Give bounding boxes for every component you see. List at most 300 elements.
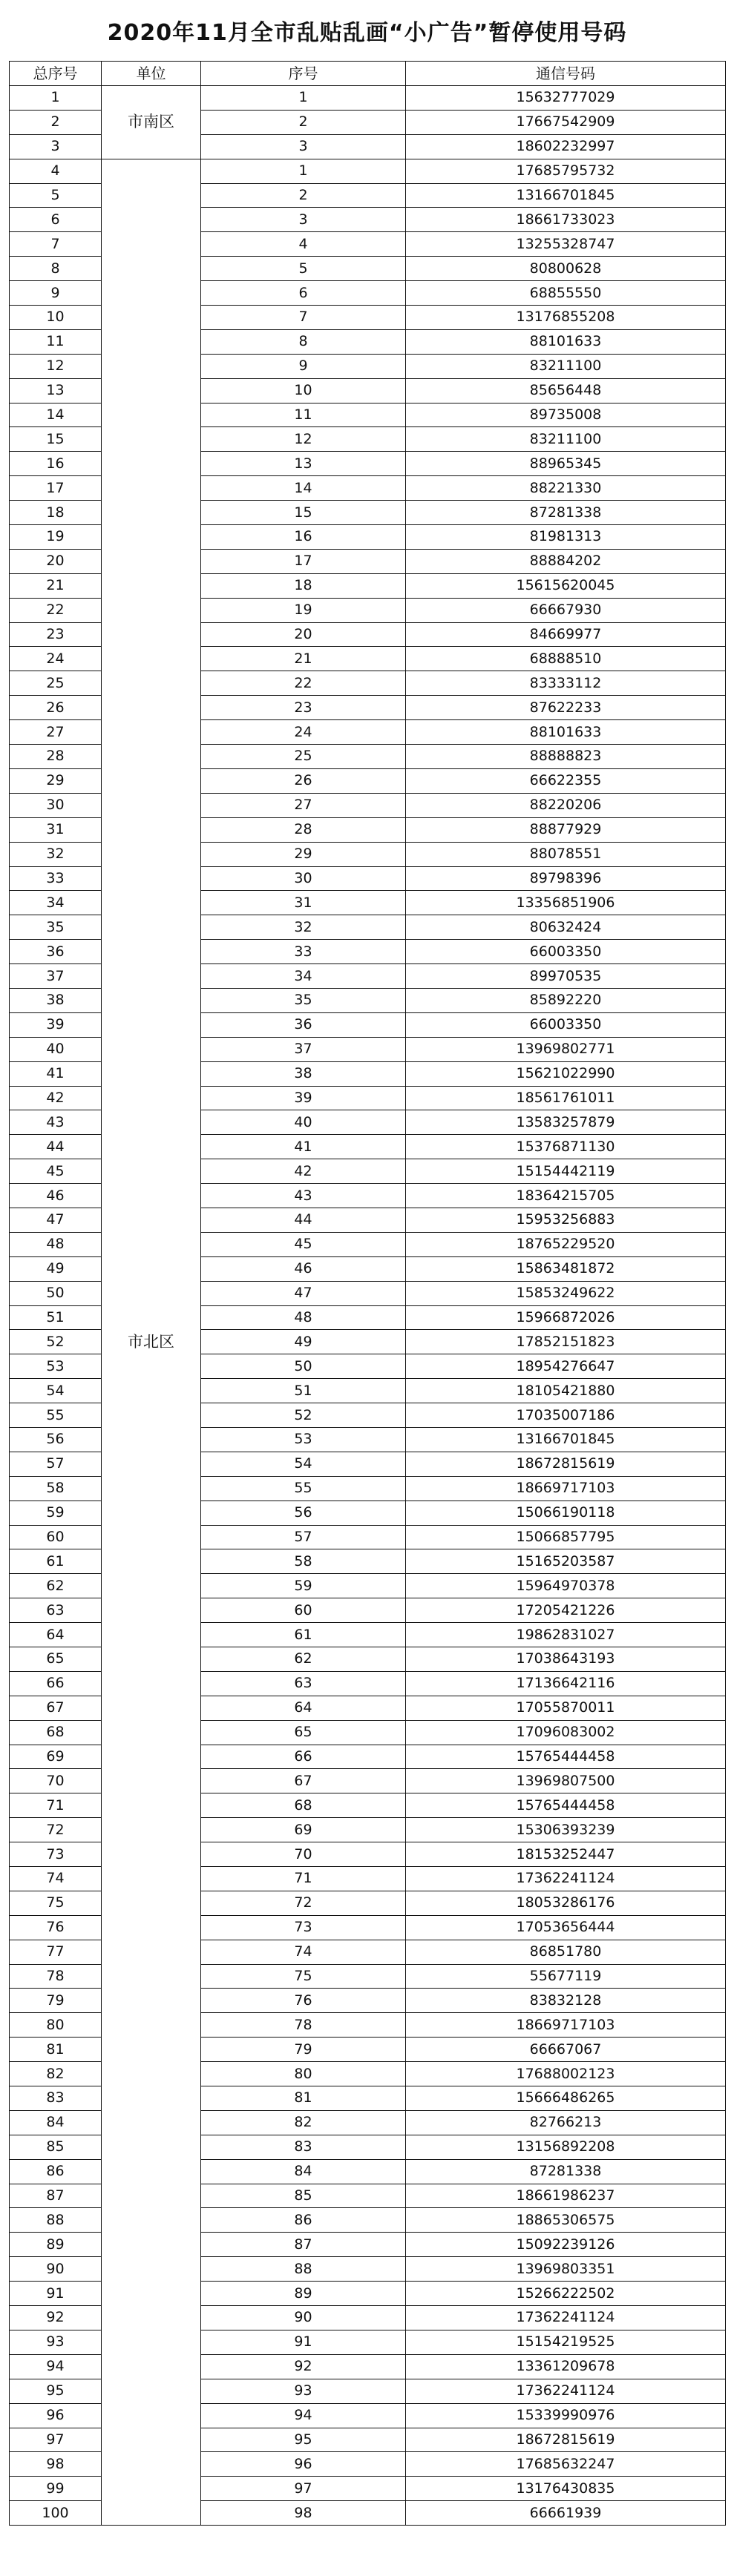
cell-index: 58 bbox=[201, 1549, 406, 1574]
cell-index: 83 bbox=[201, 2135, 406, 2159]
cell-index: 8 bbox=[201, 329, 406, 354]
cell-index: 34 bbox=[201, 964, 406, 989]
cell-total-index: 85 bbox=[10, 2135, 102, 2159]
cell-total-index: 21 bbox=[10, 573, 102, 598]
cell-total-index: 64 bbox=[10, 1623, 102, 1647]
cell-total-index: 22 bbox=[10, 598, 102, 622]
cell-phone-number: 66003350 bbox=[406, 940, 726, 964]
cell-total-index: 68 bbox=[10, 1720, 102, 1745]
cell-total-index: 53 bbox=[10, 1354, 102, 1379]
cell-phone-number: 83832128 bbox=[406, 1989, 726, 2013]
cell-index: 89 bbox=[201, 2282, 406, 2306]
cell-index: 25 bbox=[201, 745, 406, 769]
cell-phone-number: 13255328747 bbox=[406, 232, 726, 257]
cell-total-index: 15 bbox=[10, 427, 102, 452]
cell-total-index: 60 bbox=[10, 1525, 102, 1549]
cell-total-index: 71 bbox=[10, 1793, 102, 1818]
cell-total-index: 51 bbox=[10, 1305, 102, 1330]
phone-number-table bbox=[9, 61, 726, 2526]
cell-phone-number: 15615620045 bbox=[406, 573, 726, 598]
cell-total-index: 27 bbox=[10, 720, 102, 745]
cell-index: 61 bbox=[201, 1623, 406, 1647]
cell-total-index: 41 bbox=[10, 1061, 102, 1086]
cell-phone-number: 89735008 bbox=[406, 403, 726, 427]
cell-phone-number: 55677119 bbox=[406, 1964, 726, 1989]
cell-total-index: 87 bbox=[10, 2184, 102, 2208]
cell-phone-number: 13361209678 bbox=[406, 2354, 726, 2379]
cell-total-index: 99 bbox=[10, 2477, 102, 2501]
cell-phone-number: 15666486265 bbox=[406, 2086, 726, 2111]
cell-phone-number: 15953256883 bbox=[406, 1208, 726, 1232]
cell-phone-number: 66661939 bbox=[406, 2501, 726, 2526]
cell-total-index: 93 bbox=[10, 2330, 102, 2354]
cell-index: 46 bbox=[201, 1256, 406, 1281]
cell-total-index: 7 bbox=[10, 232, 102, 257]
cell-phone-number: 15966872026 bbox=[406, 1305, 726, 1330]
cell-total-index: 6 bbox=[10, 208, 102, 232]
cell-phone-number: 87281338 bbox=[406, 2159, 726, 2184]
cell-index: 71 bbox=[201, 1867, 406, 1891]
cell-phone-number: 13583257879 bbox=[406, 1110, 726, 1135]
cell-phone-number: 13176855208 bbox=[406, 306, 726, 330]
page-title: 2020年11月全市乱贴乱画“小广告”暂停使用号码 bbox=[107, 20, 627, 46]
cell-phone-number: 18954276647 bbox=[406, 1354, 726, 1379]
cell-phone-number: 87622233 bbox=[406, 696, 726, 720]
cell-total-index: 67 bbox=[10, 1696, 102, 1720]
cell-total-index: 35 bbox=[10, 915, 102, 940]
cell-phone-number: 89798396 bbox=[406, 866, 726, 891]
cell-phone-number: 87281338 bbox=[406, 501, 726, 525]
cell-phone-number: 15066857795 bbox=[406, 1525, 726, 1549]
cell-index: 53 bbox=[201, 1427, 406, 1452]
header-unit: 单位 bbox=[102, 62, 201, 86]
cell-index: 5 bbox=[201, 257, 406, 281]
cell-phone-number: 15306393239 bbox=[406, 1818, 726, 1842]
cell-index: 63 bbox=[201, 1671, 406, 1696]
cell-phone-number: 18865306575 bbox=[406, 2208, 726, 2233]
cell-total-index: 25 bbox=[10, 671, 102, 696]
cell-total-index: 31 bbox=[10, 817, 102, 842]
cell-total-index: 9 bbox=[10, 281, 102, 306]
cell-index: 3 bbox=[201, 134, 406, 159]
cell-total-index: 61 bbox=[10, 1549, 102, 1574]
cell-index: 12 bbox=[201, 427, 406, 452]
cell-index: 1 bbox=[201, 159, 406, 183]
cell-index: 7 bbox=[201, 306, 406, 330]
cell-phone-number: 18672815619 bbox=[406, 2428, 726, 2452]
cell-total-index: 49 bbox=[10, 1256, 102, 1281]
cell-index: 72 bbox=[201, 1891, 406, 1915]
cell-index: 44 bbox=[201, 1208, 406, 1232]
cell-index: 14 bbox=[201, 476, 406, 501]
cell-index: 80 bbox=[201, 2062, 406, 2086]
cell-index: 79 bbox=[201, 2038, 406, 2062]
cell-total-index: 54 bbox=[10, 1379, 102, 1403]
cell-total-index: 63 bbox=[10, 1598, 102, 1623]
cell-phone-number: 89970535 bbox=[406, 964, 726, 989]
cell-index: 85 bbox=[201, 2184, 406, 2208]
cell-index: 33 bbox=[201, 940, 406, 964]
cell-index: 50 bbox=[201, 1354, 406, 1379]
cell-phone-number: 18669717103 bbox=[406, 2013, 726, 2038]
cell-phone-number: 88101633 bbox=[406, 329, 726, 354]
cell-total-index: 38 bbox=[10, 988, 102, 1012]
cell-index: 52 bbox=[201, 1403, 406, 1428]
cell-phone-number: 80632424 bbox=[406, 915, 726, 940]
cell-phone-number: 17053656444 bbox=[406, 1915, 726, 1940]
cell-total-index: 1 bbox=[10, 86, 102, 111]
cell-phone-number: 15765444458 bbox=[406, 1745, 726, 1769]
cell-index: 68 bbox=[201, 1793, 406, 1818]
cell-phone-number: 18153252447 bbox=[406, 1842, 726, 1867]
cell-index: 96 bbox=[201, 2452, 406, 2477]
cell-total-index: 30 bbox=[10, 793, 102, 817]
cell-phone-number: 18105421880 bbox=[406, 1379, 726, 1403]
cell-phone-number: 15853249622 bbox=[406, 1281, 726, 1305]
cell-total-index: 33 bbox=[10, 866, 102, 891]
cell-index: 94 bbox=[201, 2403, 406, 2428]
cell-index: 60 bbox=[201, 1598, 406, 1623]
cell-phone-number: 18661733023 bbox=[406, 208, 726, 232]
cell-index: 9 bbox=[201, 354, 406, 378]
cell-index: 39 bbox=[201, 1086, 406, 1110]
cell-total-index: 88 bbox=[10, 2208, 102, 2233]
cell-index: 32 bbox=[201, 915, 406, 940]
cell-total-index: 98 bbox=[10, 2452, 102, 2477]
cell-total-index: 26 bbox=[10, 696, 102, 720]
cell-total-index: 59 bbox=[10, 1501, 102, 1525]
cell-phone-number: 17136642116 bbox=[406, 1671, 726, 1696]
cell-total-index: 40 bbox=[10, 1037, 102, 1061]
cell-index: 47 bbox=[201, 1281, 406, 1305]
cell-index: 2 bbox=[201, 183, 406, 208]
cell-index: 43 bbox=[201, 1184, 406, 1208]
cell-index: 74 bbox=[201, 1940, 406, 1964]
cell-total-index: 89 bbox=[10, 2233, 102, 2257]
cell-total-index: 65 bbox=[10, 1647, 102, 1672]
cell-total-index: 73 bbox=[10, 1842, 102, 1867]
cell-phone-number: 83333112 bbox=[406, 671, 726, 696]
cell-phone-number: 13156892208 bbox=[406, 2135, 726, 2159]
cell-phone-number: 88101633 bbox=[406, 720, 726, 745]
cell-total-index: 12 bbox=[10, 354, 102, 378]
cell-total-index: 70 bbox=[10, 1769, 102, 1793]
cell-phone-number: 15165203587 bbox=[406, 1549, 726, 1574]
cell-total-index: 3 bbox=[10, 134, 102, 159]
cell-phone-number: 88884202 bbox=[406, 549, 726, 573]
cell-phone-number: 85892220 bbox=[406, 988, 726, 1012]
cell-index: 18 bbox=[201, 573, 406, 598]
cell-phone-number: 17685632247 bbox=[406, 2452, 726, 2477]
cell-total-index: 74 bbox=[10, 1867, 102, 1891]
cell-total-index: 62 bbox=[10, 1574, 102, 1598]
cell-index: 16 bbox=[201, 525, 406, 550]
cell-phone-number: 13356851906 bbox=[406, 891, 726, 915]
cell-index: 4 bbox=[201, 232, 406, 257]
header-total-index: 总序号 bbox=[10, 62, 102, 86]
cell-phone-number: 88221330 bbox=[406, 476, 726, 501]
table-row bbox=[10, 159, 726, 183]
cell-phone-number: 17852151823 bbox=[406, 1330, 726, 1354]
cell-index: 29 bbox=[201, 842, 406, 866]
cell-phone-number: 18661986237 bbox=[406, 2184, 726, 2208]
cell-total-index: 72 bbox=[10, 1818, 102, 1842]
cell-phone-number: 17035007186 bbox=[406, 1403, 726, 1428]
cell-unit: 市南区 bbox=[102, 86, 201, 159]
cell-total-index: 90 bbox=[10, 2257, 102, 2282]
cell-phone-number: 88220206 bbox=[406, 793, 726, 817]
cell-index: 78 bbox=[201, 2013, 406, 2038]
cell-total-index: 42 bbox=[10, 1086, 102, 1110]
cell-index: 48 bbox=[201, 1305, 406, 1330]
cell-total-index: 77 bbox=[10, 1940, 102, 1964]
cell-total-index: 10 bbox=[10, 306, 102, 330]
cell-total-index: 17 bbox=[10, 476, 102, 501]
cell-total-index: 36 bbox=[10, 940, 102, 964]
cell-index: 90 bbox=[201, 2306, 406, 2330]
cell-phone-number: 17362241124 bbox=[406, 2306, 726, 2330]
cell-phone-number: 18053286176 bbox=[406, 1891, 726, 1915]
cell-phone-number: 85656448 bbox=[406, 378, 726, 403]
cell-phone-number: 17362241124 bbox=[406, 2379, 726, 2403]
cell-phone-number: 15863481872 bbox=[406, 1256, 726, 1281]
cell-index: 20 bbox=[201, 622, 406, 647]
cell-unit: 市北区 bbox=[102, 159, 201, 2525]
cell-index: 86 bbox=[201, 2208, 406, 2233]
cell-index: 87 bbox=[201, 2233, 406, 2257]
cell-total-index: 81 bbox=[10, 2038, 102, 2062]
cell-total-index: 57 bbox=[10, 1452, 102, 1476]
cell-phone-number: 13969802771 bbox=[406, 1037, 726, 1061]
cell-phone-number: 88965345 bbox=[406, 452, 726, 476]
cell-total-index: 97 bbox=[10, 2428, 102, 2452]
cell-index: 54 bbox=[201, 1452, 406, 1476]
cell-phone-number: 88877929 bbox=[406, 817, 726, 842]
cell-phone-number: 15765444458 bbox=[406, 1793, 726, 1818]
cell-index: 98 bbox=[201, 2501, 406, 2526]
cell-phone-number: 15066190118 bbox=[406, 1501, 726, 1525]
cell-phone-number: 17096083002 bbox=[406, 1720, 726, 1745]
cell-index: 81 bbox=[201, 2086, 406, 2111]
cell-index: 70 bbox=[201, 1842, 406, 1867]
cell-total-index: 28 bbox=[10, 745, 102, 769]
cell-index: 19 bbox=[201, 598, 406, 622]
cell-index: 22 bbox=[201, 671, 406, 696]
cell-index: 27 bbox=[201, 793, 406, 817]
cell-total-index: 29 bbox=[10, 768, 102, 793]
header-phone-number: 通信号码 bbox=[406, 62, 726, 86]
cell-phone-number: 68888510 bbox=[406, 647, 726, 671]
cell-phone-number: 18672815619 bbox=[406, 1452, 726, 1476]
cell-index: 17 bbox=[201, 549, 406, 573]
cell-index: 38 bbox=[201, 1061, 406, 1086]
cell-phone-number: 13969807500 bbox=[406, 1769, 726, 1793]
cell-total-index: 39 bbox=[10, 1012, 102, 1037]
cell-index: 95 bbox=[201, 2428, 406, 2452]
cell-index: 59 bbox=[201, 1574, 406, 1598]
cell-index: 11 bbox=[201, 403, 406, 427]
cell-total-index: 32 bbox=[10, 842, 102, 866]
cell-phone-number: 15092239126 bbox=[406, 2233, 726, 2257]
cell-index: 23 bbox=[201, 696, 406, 720]
cell-phone-number: 18669717103 bbox=[406, 1476, 726, 1501]
cell-total-index: 18 bbox=[10, 501, 102, 525]
cell-phone-number: 13176430835 bbox=[406, 2477, 726, 2501]
cell-index: 13 bbox=[201, 452, 406, 476]
cell-phone-number: 15632777029 bbox=[406, 86, 726, 111]
cell-phone-number: 15376871130 bbox=[406, 1135, 726, 1159]
cell-phone-number: 15339990976 bbox=[406, 2403, 726, 2428]
cell-phone-number: 18602232997 bbox=[406, 134, 726, 159]
cell-phone-number: 13166701845 bbox=[406, 1427, 726, 1452]
cell-total-index: 76 bbox=[10, 1915, 102, 1940]
cell-phone-number: 88078551 bbox=[406, 842, 726, 866]
cell-total-index: 23 bbox=[10, 622, 102, 647]
cell-phone-number: 18364215705 bbox=[406, 1184, 726, 1208]
cell-index: 82 bbox=[201, 2110, 406, 2135]
cell-phone-number: 15621022990 bbox=[406, 1061, 726, 1086]
cell-phone-number: 82766213 bbox=[406, 2110, 726, 2135]
cell-index: 24 bbox=[201, 720, 406, 745]
cell-phone-number: 13166701845 bbox=[406, 183, 726, 208]
cell-phone-number: 17688002123 bbox=[406, 2062, 726, 2086]
cell-total-index: 84 bbox=[10, 2110, 102, 2135]
table-row bbox=[10, 86, 726, 111]
cell-phone-number: 15964970378 bbox=[406, 1574, 726, 1598]
cell-index: 76 bbox=[201, 1989, 406, 2013]
cell-phone-number: 17362241124 bbox=[406, 1867, 726, 1891]
header-index: 序号 bbox=[201, 62, 406, 86]
cell-total-index: 92 bbox=[10, 2306, 102, 2330]
cell-index: 93 bbox=[201, 2379, 406, 2403]
cell-total-index: 19 bbox=[10, 525, 102, 550]
cell-index: 55 bbox=[201, 1476, 406, 1501]
cell-phone-number: 66667067 bbox=[406, 2038, 726, 2062]
cell-total-index: 45 bbox=[10, 1159, 102, 1184]
cell-index: 66 bbox=[201, 1745, 406, 1769]
cell-index: 88 bbox=[201, 2257, 406, 2282]
cell-index: 42 bbox=[201, 1159, 406, 1184]
cell-total-index: 24 bbox=[10, 647, 102, 671]
cell-total-index: 100 bbox=[10, 2501, 102, 2526]
cell-index: 15 bbox=[201, 501, 406, 525]
cell-total-index: 96 bbox=[10, 2403, 102, 2428]
table-body bbox=[10, 86, 726, 2526]
cell-total-index: 58 bbox=[10, 1476, 102, 1501]
cell-index: 64 bbox=[201, 1696, 406, 1720]
cell-index: 3 bbox=[201, 208, 406, 232]
cell-index: 84 bbox=[201, 2159, 406, 2184]
cell-phone-number: 17038643193 bbox=[406, 1647, 726, 1672]
cell-index: 36 bbox=[201, 1012, 406, 1037]
cell-total-index: 4 bbox=[10, 159, 102, 183]
cell-total-index: 52 bbox=[10, 1330, 102, 1354]
cell-total-index: 66 bbox=[10, 1671, 102, 1696]
cell-phone-number: 83211100 bbox=[406, 354, 726, 378]
cell-index: 31 bbox=[201, 891, 406, 915]
cell-total-index: 44 bbox=[10, 1135, 102, 1159]
cell-total-index: 37 bbox=[10, 964, 102, 989]
cell-phone-number: 18765229520 bbox=[406, 1232, 726, 1256]
cell-phone-number: 83211100 bbox=[406, 427, 726, 452]
cell-total-index: 82 bbox=[10, 2062, 102, 2086]
cell-phone-number: 18561761011 bbox=[406, 1086, 726, 1110]
cell-total-index: 86 bbox=[10, 2159, 102, 2184]
cell-total-index: 79 bbox=[10, 1989, 102, 2013]
cell-total-index: 2 bbox=[10, 110, 102, 134]
cell-index: 67 bbox=[201, 1769, 406, 1793]
cell-total-index: 16 bbox=[10, 452, 102, 476]
cell-phone-number: 19862831027 bbox=[406, 1623, 726, 1647]
cell-total-index: 20 bbox=[10, 549, 102, 573]
cell-total-index: 50 bbox=[10, 1281, 102, 1305]
cell-total-index: 47 bbox=[10, 1208, 102, 1232]
cell-total-index: 69 bbox=[10, 1745, 102, 1769]
cell-index: 45 bbox=[201, 1232, 406, 1256]
cell-index: 37 bbox=[201, 1037, 406, 1061]
cell-phone-number: 13969803351 bbox=[406, 2257, 726, 2282]
cell-phone-number: 17667542909 bbox=[406, 110, 726, 134]
cell-phone-number: 68855550 bbox=[406, 281, 726, 306]
cell-total-index: 46 bbox=[10, 1184, 102, 1208]
header-row bbox=[10, 62, 726, 86]
cell-phone-number: 84669977 bbox=[406, 622, 726, 647]
cell-total-index: 11 bbox=[10, 329, 102, 354]
cell-total-index: 55 bbox=[10, 1403, 102, 1428]
cell-total-index: 43 bbox=[10, 1110, 102, 1135]
cell-total-index: 94 bbox=[10, 2354, 102, 2379]
cell-index: 49 bbox=[201, 1330, 406, 1354]
cell-total-index: 34 bbox=[10, 891, 102, 915]
cell-index: 28 bbox=[201, 817, 406, 842]
cell-phone-number: 15266222502 bbox=[406, 2282, 726, 2306]
cell-total-index: 95 bbox=[10, 2379, 102, 2403]
cell-index: 75 bbox=[201, 1964, 406, 1989]
cell-index: 92 bbox=[201, 2354, 406, 2379]
cell-index: 30 bbox=[201, 866, 406, 891]
cell-phone-number: 81981313 bbox=[406, 525, 726, 550]
cell-phone-number: 86851780 bbox=[406, 1940, 726, 1964]
cell-index: 51 bbox=[201, 1379, 406, 1403]
cell-phone-number: 88888823 bbox=[406, 745, 726, 769]
cell-total-index: 91 bbox=[10, 2282, 102, 2306]
cell-index: 35 bbox=[201, 988, 406, 1012]
cell-phone-number: 66622355 bbox=[406, 768, 726, 793]
cell-phone-number: 15154219525 bbox=[406, 2330, 726, 2354]
cell-index: 2 bbox=[201, 110, 406, 134]
table-header bbox=[10, 62, 726, 86]
cell-total-index: 8 bbox=[10, 257, 102, 281]
cell-index: 73 bbox=[201, 1915, 406, 1940]
cell-index: 10 bbox=[201, 378, 406, 403]
cell-index: 91 bbox=[201, 2330, 406, 2354]
cell-total-index: 13 bbox=[10, 378, 102, 403]
cell-index: 26 bbox=[201, 768, 406, 793]
cell-index: 69 bbox=[201, 1818, 406, 1842]
cell-index: 21 bbox=[201, 647, 406, 671]
cell-phone-number: 80800628 bbox=[406, 257, 726, 281]
cell-phone-number: 17685795732 bbox=[406, 159, 726, 183]
cell-index: 57 bbox=[201, 1525, 406, 1549]
cell-total-index: 83 bbox=[10, 2086, 102, 2111]
cell-index: 41 bbox=[201, 1135, 406, 1159]
cell-total-index: 75 bbox=[10, 1891, 102, 1915]
cell-total-index: 78 bbox=[10, 1964, 102, 1989]
cell-phone-number: 66667930 bbox=[406, 598, 726, 622]
cell-phone-number: 66003350 bbox=[406, 1012, 726, 1037]
cell-total-index: 80 bbox=[10, 2013, 102, 2038]
cell-index: 65 bbox=[201, 1720, 406, 1745]
